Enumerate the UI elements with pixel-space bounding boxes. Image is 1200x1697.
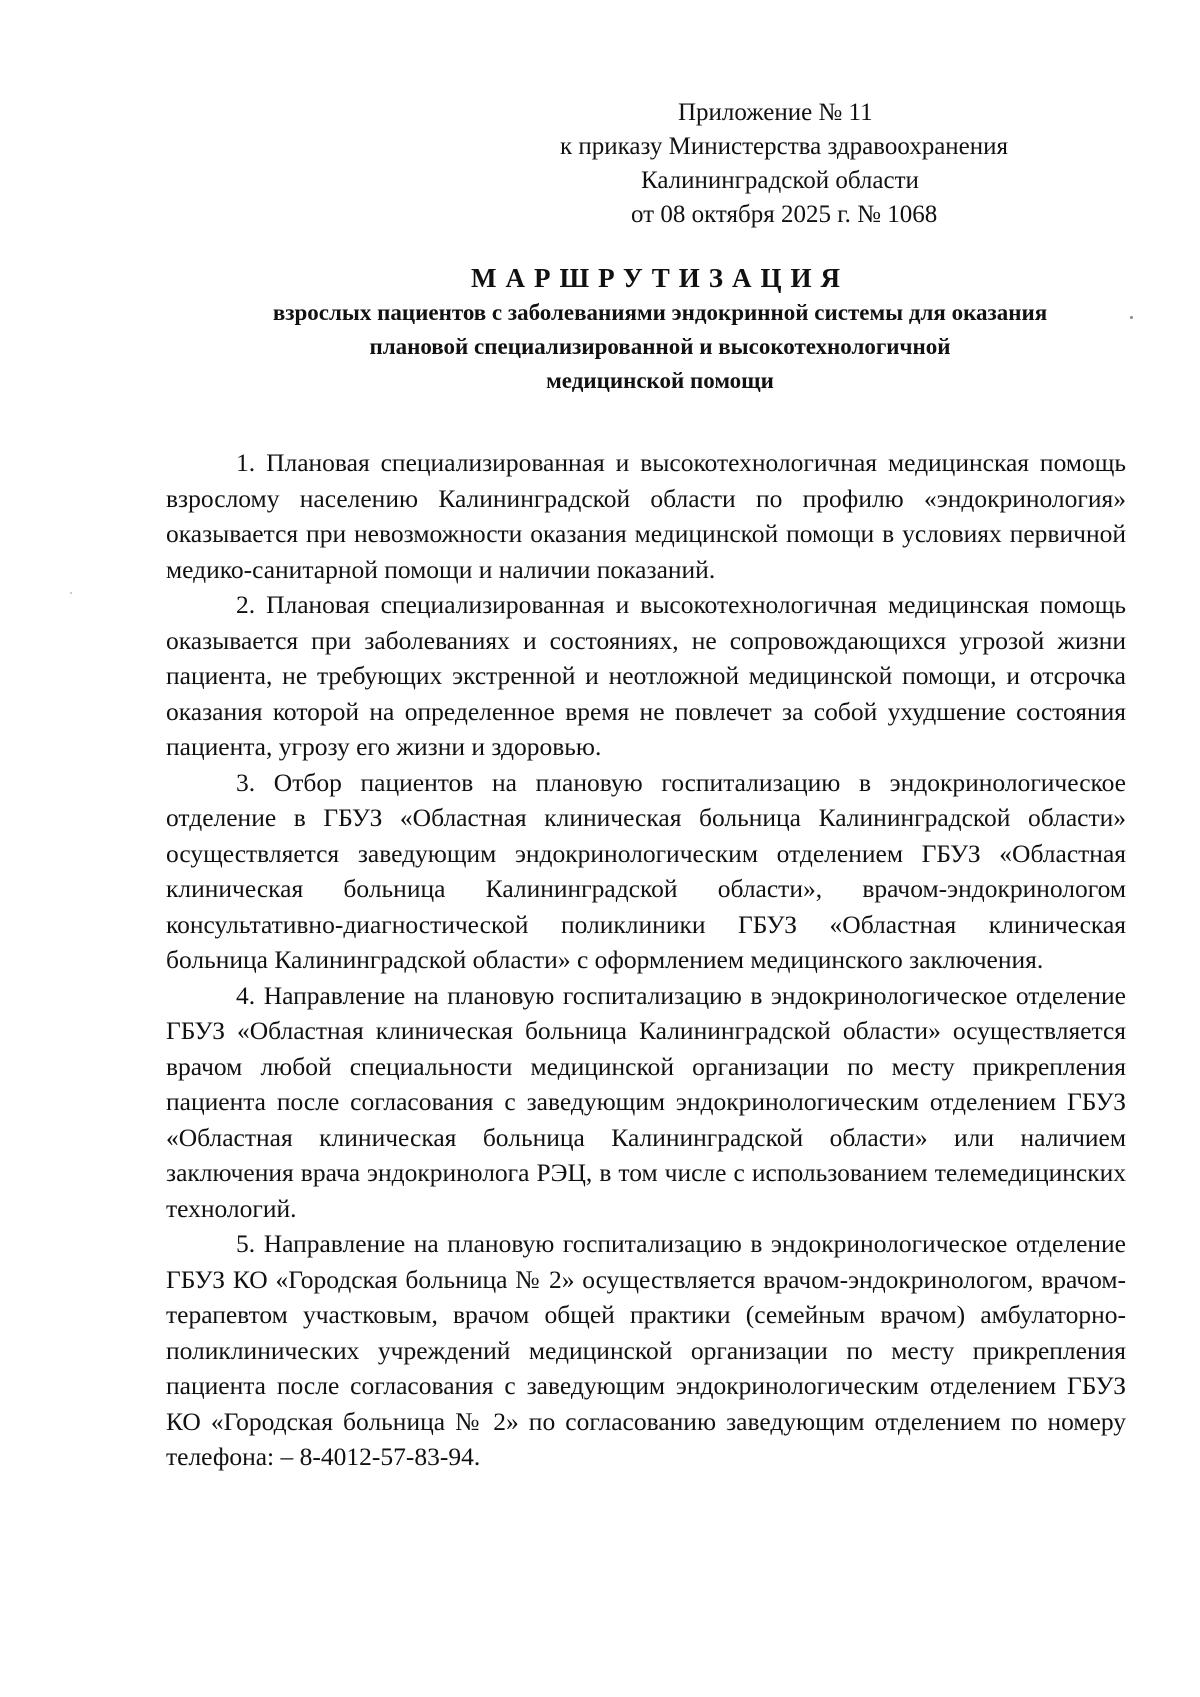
paragraph-5: 5. Направление на плановую госпитализацию в эндокринологическое отделение ГБУЗ КО «Городская больница № 2» осуществляется врачом-эндокринологом, врачом-терапевтом участковым, врачом общей практики (семейным врачом) амбулаторно-поликлинических учреждений медицинской организации по месту прикрепления пациента после согласования с заведующим эндокринологическим отделением ГБУЗ КО «Городская больница № 2» по согласованию заведующим отделением по номеру телефона: – 8-4012-57-83-94. xyxy=(166,1229,1126,1471)
scan-speck xyxy=(1130,316,1133,319)
subtitle-line: медицинской помощи xyxy=(546,368,774,393)
paragraph-1: 1. Плановая специализированная и высокотехнологичная медицинская помощь взрослому населению Калининградской области по профилю «эндокринология» оказывается при невозможности оказания медицинской помощи в условиях первичной медико-санитарной помощи и наличии показаний. xyxy=(166,448,1126,584)
annex-region: Калининградской области xyxy=(641,167,919,194)
annex-number: Приложение № 11 xyxy=(678,99,873,126)
subtitle-line: взрослых пациентов с заболеваниями эндокринной системы для оказания xyxy=(272,300,1048,325)
subtitle-line: плановой специализированной и высокотехнологичной xyxy=(369,334,951,359)
document-subtitle xyxy=(120,296,1200,398)
document-title: МАРШРУТИЗАЦИЯ xyxy=(470,263,850,293)
paragraph-3: 3. Отбор пациентов на плановую госпитализацию в эндокринологическое отделение в ГБУЗ «Областная клиническая больница Калининградской области» осуществляется заведующим эндокринологическим отделением ГБУЗ «Областная клиническая больница Калининградской области», врачом-эндокринологом консультативно-диагностической поликлиники ГБУЗ «Областная клиническая больница Калининградской области» с оформлением медицинского заключения. xyxy=(166,767,1126,974)
title-block xyxy=(120,260,1200,398)
paragraph-4: 4. Направление на плановую госпитализацию в эндокринологическое отделение ГБУЗ «Областная клиническая больница Калининградской области» осуществляется врачом любой специальности медицинской организации по месту прикрепления пациента после согласования с заведующим эндокринологическим отделением ГБУЗ «Областная клиническая больница Калининградской области» или наличием заключения врача эндокринолога РЭЦ, в том числе с использованием телемедицинских технологий. xyxy=(166,980,1126,1223)
scan-speck xyxy=(70,592,72,594)
annex-date: от 08 октября 2025 г. № 1068 xyxy=(631,201,938,228)
annex-header xyxy=(560,96,1120,232)
annex-order-ref: к приказу Министерства здравоохранения xyxy=(560,133,1009,160)
document-body xyxy=(166,445,1126,1475)
paragraph-2: 2. Плановая специализированная и высокотехнологичная медицинская помощь оказывается при заболеваниях и состояниях, не сопровождающихся угрозой жизни пациента, не требующих экстренной и неотложной медицинской помощи, и отсрочка оказания которой на определенное время не повлечет за собой ухудшение состояния пациента, угрозу его жизни и здоровью. xyxy=(166,590,1126,761)
